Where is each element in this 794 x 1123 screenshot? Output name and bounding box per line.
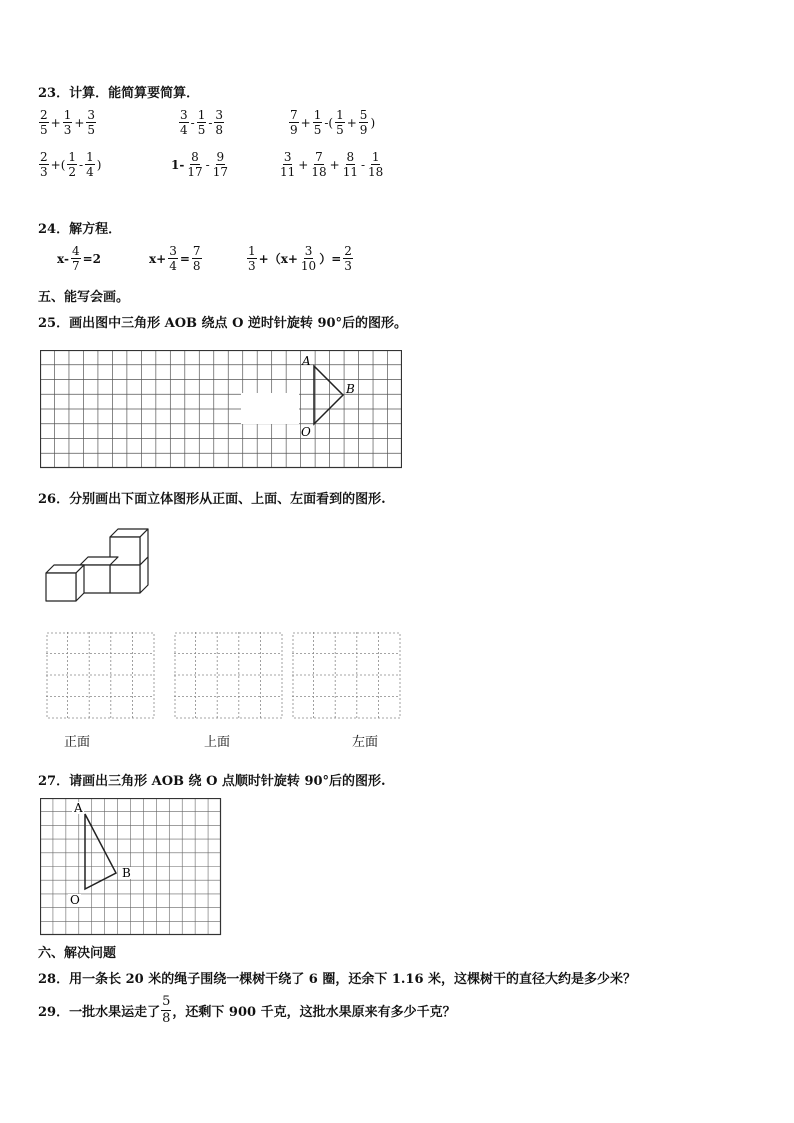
q25-label-b: B (346, 382, 355, 396)
q25-grid-figure (40, 350, 402, 470)
section-5-heading: 五、能写会画。 (38, 290, 130, 305)
q24-title: 24．解方程． (38, 222, 122, 237)
q27-label-o: O (70, 893, 80, 907)
q25-grid (40, 350, 402, 468)
q26-grid-top (174, 632, 284, 720)
q25-title: 25．画出图中三角形 AOB 绕点 O 逆时针旋转 90°后的图形。 (38, 316, 408, 331)
q25-triangle-aob (314, 366, 343, 424)
q29-prefix: 29．一批水果运走了 (38, 1005, 161, 1020)
q29-suffix: ，还剩下 900 千克，这批水果原来有多少千克？ (172, 1005, 456, 1020)
q23-expr-3: $\frac{7}{9}$ + $\frac{1}{5}$ -( $\frac{1}{5}$ + $\frac{5}{9}$ ) (290, 108, 376, 137)
cube-left-front (46, 573, 76, 601)
q23-expr-4: $\frac{2}{3}$ +( $\frac{1}{2}$ - $\frac{1}{4}$ ) (40, 150, 102, 179)
q26-label-left: 左面 (352, 735, 379, 750)
q23-title: 23．计算．能简算要简算． (38, 86, 200, 101)
q29-fraction: $\frac{5}{8}$ (162, 994, 171, 1026)
q29-text (38, 994, 456, 1027)
q24-equation-3: $\frac{1}{3}$ +（x+ $\frac{3}{10}$ ）= $\frac{2}{3}$ (248, 244, 352, 273)
q26-cube-solid (40, 525, 152, 605)
q27-title: 27．请画出三角形 AOB 绕 O 点顺时针旋转 90°后的图形. (38, 774, 386, 789)
q23-expr-1: $\frac{2}{5}$ + $\frac{1}{3}$ + $\frac{3}{5}$ (40, 108, 96, 137)
q23-expr-5: 1- $\frac{8}{17}$ - $\frac{9}{17}$ (171, 150, 228, 179)
q26-label-top: 上面 (204, 735, 231, 750)
q26-grid-front (46, 632, 156, 720)
q25-label-o: O (301, 425, 311, 439)
q25-label-a: A (302, 354, 311, 368)
q24-equation-2: x+ $\frac{3}{4}$ = $\frac{7}{8}$ (149, 244, 201, 273)
q23-expr-6: $\frac{3}{11}$ + $\frac{7}{18}$ + $\frac{8}{11}$ - $\frac{1}{18}$ (280, 150, 384, 179)
q27-label-b: B (122, 866, 131, 880)
section-6-heading: 六、解决问题 (38, 946, 117, 961)
q25-blank-area (241, 393, 299, 424)
q26-title: 26．分别画出下面立体图形从正面、上面、左面看到的图形. (38, 492, 386, 507)
q27-grid-figure (40, 798, 222, 936)
q27-label-a: A (74, 801, 83, 815)
q24-equation-1: x- $\frac{4}{7}$ =2 (57, 244, 101, 273)
q28-text: 28．用一条长 20 米的绳子围绕一棵树干绕了 6 圈，还余下 1.16 米，这棵树干的直径大约是多少米？ (38, 972, 637, 987)
q26-label-front: 正面 (64, 735, 91, 750)
q23-expr-2: $\frac{3}{4}$ - $\frac{1}{5}$ - $\frac{3}{8}$ (180, 108, 224, 137)
q26-grid-left (292, 632, 402, 720)
cube-right-front (110, 565, 140, 593)
